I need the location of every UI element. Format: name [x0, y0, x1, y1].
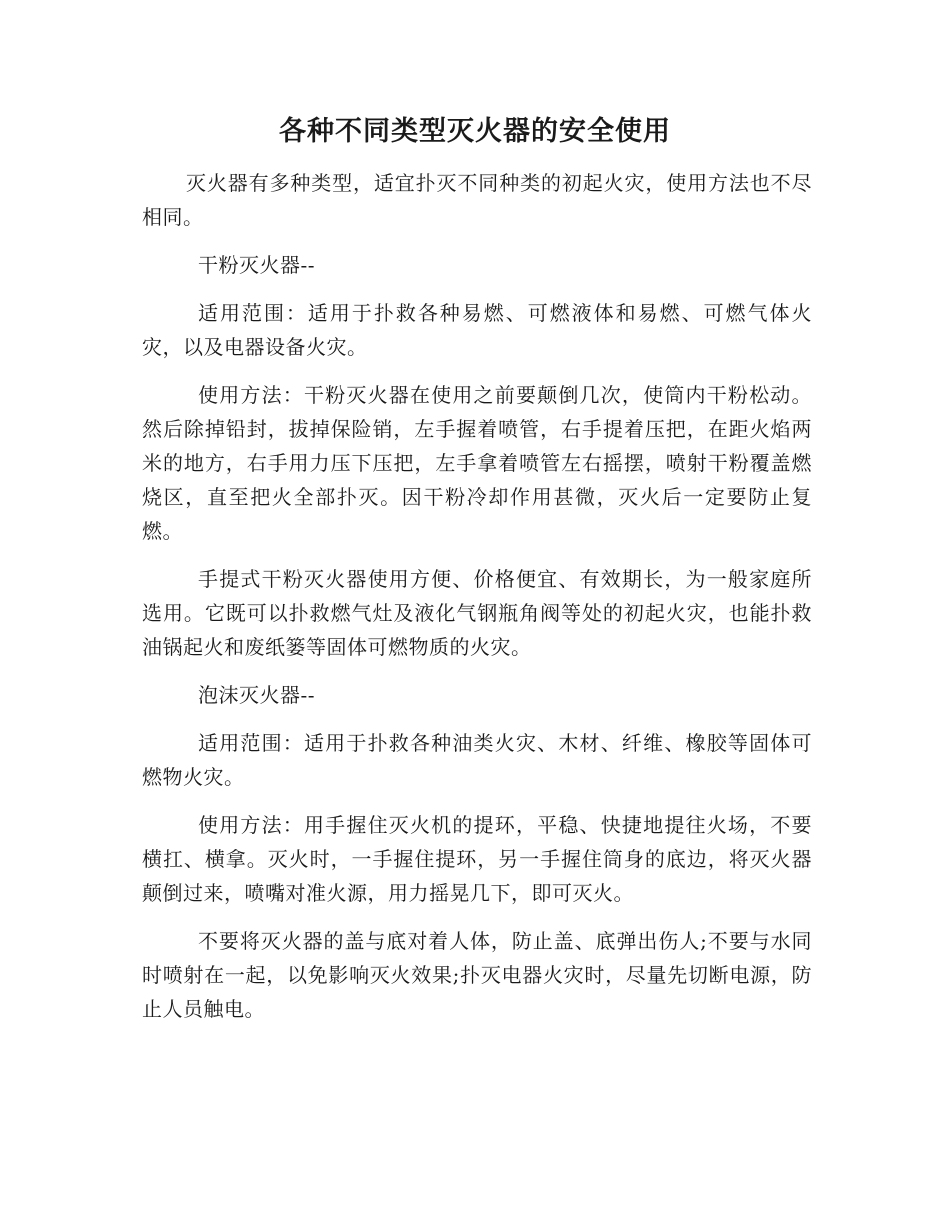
section-heading-foam: 泡沫灭火器--	[198, 683, 316, 707]
document-body	[142, 166, 812, 1040]
foam-usage-paragraph: 使用方法：用手握住灭火机的提环，平稳、快捷地提往火场，不要横扛、横拿。灭火时，一手握住提环，另一手握住筒身的底边，将灭火器颠倒过来，喷嘴对准火源，用力摇晃几下，即可灭火。	[142, 813, 812, 905]
intro-paragraph: 灭火器有多种类型，适宜扑灭不同种类的初起火灾，使用方法也不尽相同。	[142, 171, 812, 229]
foam-caution-paragraph: 不要将灭火器的盖与底对着人体，防止盖、底弹出伤人;不要与水同时喷射在一起，以免影响灭火效果;扑灭电器火灾时，尽量先切断电源，防止人员触电。	[142, 929, 812, 1021]
document-title: 各种不同类型灭火器的安全使用	[279, 116, 671, 147]
section-heading-dry-powder: 干粉灭火器--	[198, 253, 316, 277]
dry-powder-scope-paragraph: 适用范围：适用于扑救各种易燃、可燃液体和易燃、可燃气体火灾，以及电器设备火灾。	[142, 301, 812, 359]
dry-powder-usage-paragraph: 使用方法：干粉灭火器在使用之前要颠倒几次，使筒内干粉松动。然后除掉铅封，拔掉保险销，左手握着喷管，右手提着压把，在距火焰两米的地方，右手用力压下压把，左手拿着喷管左右摇摆，喷射干粉覆盖燃烧区，直至把火全部扑灭。因干粉冷却作用甚微，灭火后一定要防止复燃。	[142, 383, 812, 543]
dry-powder-portable-paragraph: 手提式干粉灭火器使用方便、价格便宜、有效期长，为一般家庭所选用。它既可以扑救燃气灶及液化气钢瓶角阀等处的初起火灾，也能扑救油锅起火和废纸篓等固体可燃物质的火灾。	[142, 567, 812, 659]
foam-scope-paragraph: 适用范围：适用于扑救各种油类火灾、木材、纤维、橡胶等固体可燃物火灾。	[142, 731, 812, 789]
